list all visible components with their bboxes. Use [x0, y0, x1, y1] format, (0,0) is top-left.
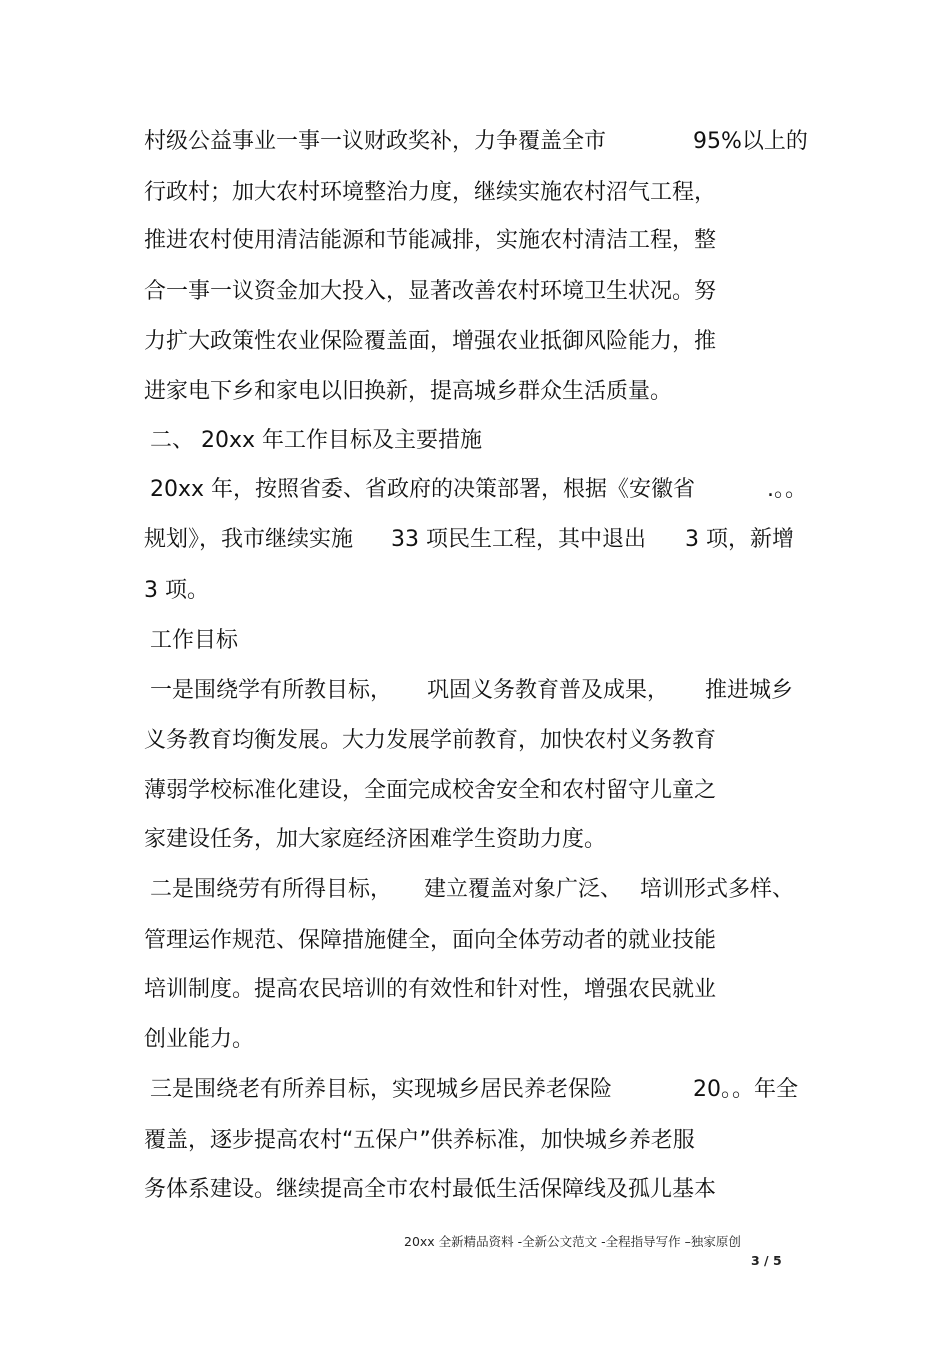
body-text: 20。。年全	[693, 1077, 798, 1102]
body-line-22	[0, 1170, 950, 1210]
section-heading	[0, 421, 950, 461]
body-text: 规划》，我市继续实施	[144, 527, 354, 552]
body-text: 管理运作规范、保障措施健全，面向全体劳动者的就业技能	[144, 928, 717, 953]
body-text: 村级公益事业一事一议财政奖补，力争覆盖全市	[144, 129, 607, 154]
body-text: 95%以上的	[693, 129, 808, 154]
body-text: 薄弱学校标准化建设，全面完成校舍安全和农村留守儿童之	[144, 778, 717, 803]
body-line-20	[0, 1070, 950, 1110]
body-text: 行政村；加大农村环境整治力度，继续实施农村沼气工程，	[144, 180, 717, 205]
body-line-3	[0, 221, 950, 261]
body-text: 覆盖，逐步提高农村“五保户”供养标准，加快城乡养老服	[144, 1128, 695, 1153]
body-line-6	[0, 372, 950, 412]
body-text: 3 项，新增	[685, 527, 794, 552]
body-text: 培训形式多样、	[640, 877, 795, 902]
body-line-2	[0, 173, 950, 213]
body-line-10	[0, 571, 950, 611]
body-text: .。。	[767, 477, 807, 502]
body-text: 合一事一议资金加大投入，显著改善农村环境卫生状况。努	[144, 279, 717, 304]
body-line-21	[0, 1121, 950, 1161]
subheading-text: 工作目标	[150, 628, 239, 653]
body-text: 3 项。	[144, 578, 209, 603]
body-text: 进家电下乡和家电以旧换新，提高城乡群众生活质量。	[144, 379, 673, 404]
page-number: 3 / 5	[751, 1253, 782, 1268]
body-text: 培训制度。提高农民培训的有效性和针对性，增强农民就业	[144, 977, 717, 1002]
page-footer: 20xx 全新精品资料 -全新公文范文 -全程指导写作 –独家原创	[404, 1234, 741, 1249]
body-text: 推进农村使用清洁能源和节能减排，实施农村清洁工程，整	[144, 228, 717, 253]
body-text: 力扩大政策性农业保险覆盖面，增强农业抵御风险能力，推	[144, 329, 717, 354]
body-text: 二是围绕劳有所得目标，	[150, 877, 393, 902]
body-text: 家建设任务，加大家庭经济困难学生资助力度。	[144, 827, 607, 852]
body-text: 务体系建设。继续提高全市农村最低生活保障线及孤儿基本	[144, 1177, 717, 1202]
body-text: 创业能力。	[144, 1027, 255, 1052]
body-line-5	[0, 322, 950, 362]
body-text: 20xx 年，按照省委、省政府的决策部署，根据《安徽省	[150, 477, 696, 502]
body-text: 巩固义务教育普及成果，	[427, 678, 670, 703]
body-line-17	[0, 921, 950, 961]
body-text: 一是围绕学有所教目标，	[150, 678, 393, 703]
body-text: 33 项民生工程，其中退出	[391, 527, 646, 552]
body-line-9	[0, 520, 950, 560]
body-line-12	[0, 671, 950, 711]
body-line-13	[0, 721, 950, 761]
body-line-1	[0, 122, 950, 162]
body-text: 推进城乡	[705, 678, 794, 703]
body-line-18	[0, 970, 950, 1010]
heading-text: 二、 20xx 年工作目标及主要措施	[150, 428, 483, 453]
body-line-4	[0, 272, 950, 312]
body-line-14	[0, 771, 950, 811]
body-line-19	[0, 1020, 950, 1060]
body-line-8	[0, 470, 950, 510]
body-line-15	[0, 820, 950, 860]
subheading	[0, 621, 950, 661]
body-text: 三是围绕老有所养目标，实现城乡居民养老保险	[150, 1077, 613, 1102]
body-text: 建立覆盖对象广泛、	[424, 877, 623, 902]
body-text: 义务教育均衡发展。大力发展学前教育，加快农村义务教育	[144, 728, 717, 753]
body-line-16	[0, 870, 950, 910]
